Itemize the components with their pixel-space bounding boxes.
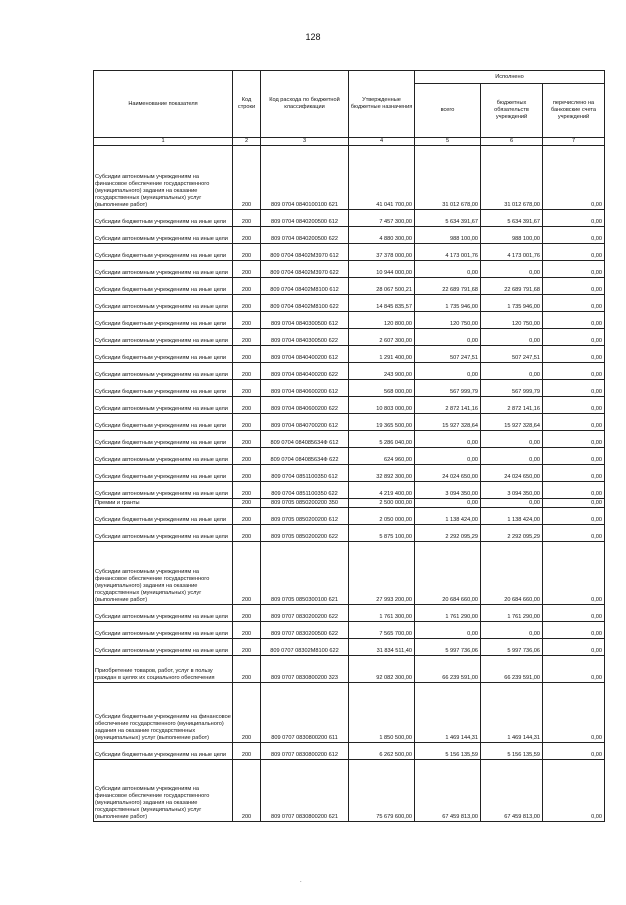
table-row bbox=[94, 605, 605, 622]
row-kbk: 809 0704 0840400200 622 bbox=[261, 363, 349, 380]
row-name: Субсидии бюджетным учреждениям на иные цели bbox=[94, 312, 233, 329]
row-kbk: 809 0704 08402M8100 612 bbox=[261, 278, 349, 295]
row-code: 200 bbox=[233, 639, 261, 656]
table-row bbox=[94, 363, 605, 380]
page-number: 128 bbox=[305, 32, 321, 42]
row-bank: 0,00 bbox=[543, 397, 605, 414]
row-name: Субсидии автономным учреждениям на иные цели bbox=[94, 448, 233, 465]
row-obligations: 0,00 bbox=[481, 261, 543, 278]
row-obligations: 0,00 bbox=[481, 431, 543, 448]
row-bank: 0,00 bbox=[543, 622, 605, 639]
row-name: Субсидии автономным учреждениям на иные цели bbox=[94, 525, 233, 542]
row-approved: 7 565 700,00 bbox=[349, 622, 415, 639]
row-approved: 1 850 500,00 bbox=[349, 683, 415, 743]
row-approved: 4 880 300,00 bbox=[349, 227, 415, 244]
row-kbk: 809 0704 0840600200 612 bbox=[261, 380, 349, 397]
row-approved: 1 761 300,00 bbox=[349, 605, 415, 622]
row-kbk: 809 0705 0850200200 622 bbox=[261, 525, 349, 542]
table-row bbox=[94, 244, 605, 261]
row-obligations: 1 735 946,00 bbox=[481, 295, 543, 312]
row-code: 200 bbox=[233, 743, 261, 760]
row-name: Субсидии бюджетным учреждениям на иные цели bbox=[94, 414, 233, 431]
row-code: 200 bbox=[233, 261, 261, 278]
row-obligations: 67 459 813,00 bbox=[481, 760, 543, 822]
row-name: Премии и гранты bbox=[94, 499, 233, 508]
row-obligations: 120 750,00 bbox=[481, 312, 543, 329]
row-bank: 0,00 bbox=[543, 380, 605, 397]
row-code: 200 bbox=[233, 448, 261, 465]
row-approved: 568 000,00 bbox=[349, 380, 415, 397]
row-bank: 0,00 bbox=[543, 448, 605, 465]
table-row bbox=[94, 261, 605, 278]
row-approved: 5 286 040,00 bbox=[349, 431, 415, 448]
row-total: 0,00 bbox=[415, 448, 481, 465]
row-code: 200 bbox=[233, 414, 261, 431]
row-kbk: 809 0707 0830800200 621 bbox=[261, 760, 349, 822]
row-code: 200 bbox=[233, 508, 261, 525]
row-approved: 120 800,00 bbox=[349, 312, 415, 329]
row-obligations: 66 239 591,00 bbox=[481, 656, 543, 683]
row-name: Субсидии бюджетным учреждениям на иные цели bbox=[94, 465, 233, 482]
row-name: Субсидии бюджетным учреждениям на иные цели bbox=[94, 278, 233, 295]
row-total: 0,00 bbox=[415, 431, 481, 448]
row-code: 200 bbox=[233, 244, 261, 261]
column-number: 4 bbox=[349, 138, 415, 146]
row-kbk: 809 0704 0840200500 612 bbox=[261, 210, 349, 227]
row-total: 22 689 791,68 bbox=[415, 278, 481, 295]
row-total: 5 997 736,06 bbox=[415, 639, 481, 656]
row-total: 507 247,51 bbox=[415, 346, 481, 363]
row-kbk: 809 0707 0830200500 622 bbox=[261, 622, 349, 639]
row-obligations: 5 156 135,59 bbox=[481, 743, 543, 760]
row-bank: 0,00 bbox=[543, 227, 605, 244]
row-name: Субсидии автономным учреждениям на финансовое обеспечение государственного (муниципального) задания на оказание государственных (муниципальных) услуг (выполнение работ) bbox=[94, 146, 233, 210]
row-code: 200 bbox=[233, 210, 261, 227]
row-total: 1 469 144,31 bbox=[415, 683, 481, 743]
table-row bbox=[94, 312, 605, 329]
row-total: 0,00 bbox=[415, 363, 481, 380]
row-kbk: 809 0707 0830200200 622 bbox=[261, 605, 349, 622]
row-total: 24 024 650,00 bbox=[415, 465, 481, 482]
table-row bbox=[94, 499, 605, 508]
row-approved: 5 875 100,00 bbox=[349, 525, 415, 542]
header-name: Наименование показателя bbox=[94, 71, 233, 138]
row-code: 200 bbox=[233, 146, 261, 210]
row-code: 200 bbox=[233, 656, 261, 683]
header-budget-obligations: бюджетных обязательств учреждений bbox=[481, 84, 543, 138]
row-total: 67 459 813,00 bbox=[415, 760, 481, 822]
row-kbk: 809 0705 0850200200 350 bbox=[261, 499, 349, 508]
row-obligations: 507 247,51 bbox=[481, 346, 543, 363]
row-name: Субсидии бюджетным учреждениям на иные цели bbox=[94, 431, 233, 448]
row-approved: 31 834 511,40 bbox=[349, 639, 415, 656]
row-name: Субсидии автономным учреждениям на иные цели bbox=[94, 261, 233, 278]
row-obligations: 4 173 001,76 bbox=[481, 244, 543, 261]
row-approved: 2 050 000,00 bbox=[349, 508, 415, 525]
header-bank-transfer: перечислено на банковские счета учреждений bbox=[543, 84, 605, 138]
row-approved: 1 291 400,00 bbox=[349, 346, 415, 363]
row-bank: 0,00 bbox=[543, 278, 605, 295]
row-total: 0,00 bbox=[415, 329, 481, 346]
row-approved: 19 365 500,00 bbox=[349, 414, 415, 431]
row-bank: 0,00 bbox=[543, 414, 605, 431]
row-name: Приобретение товаров, работ, услуг в пользу граждан в целях их социального обеспечения bbox=[94, 656, 233, 683]
table-row bbox=[94, 542, 605, 605]
header-total: всего bbox=[415, 84, 481, 138]
row-code: 200 bbox=[233, 499, 261, 508]
table-row bbox=[94, 210, 605, 227]
table-row bbox=[94, 431, 605, 448]
row-bank: 0,00 bbox=[543, 431, 605, 448]
table-row bbox=[94, 146, 605, 210]
row-obligations: 22 689 791,68 bbox=[481, 278, 543, 295]
row-total: 4 173 001,76 bbox=[415, 244, 481, 261]
row-obligations: 1 761 290,00 bbox=[481, 605, 543, 622]
row-kbk: 809 0707 0830800200 323 bbox=[261, 656, 349, 683]
row-obligations: 1 469 144,31 bbox=[481, 683, 543, 743]
row-approved: 32 892 300,00 bbox=[349, 465, 415, 482]
column-number: 6 bbox=[481, 138, 543, 146]
table-row bbox=[94, 482, 605, 499]
table-row bbox=[94, 525, 605, 542]
row-obligations: 0,00 bbox=[481, 329, 543, 346]
row-approved: 92 082 300,00 bbox=[349, 656, 415, 683]
row-name: Субсидии бюджетным учреждениям на финансовое обеспечение государственного (муниципального) задания на оказание государственных (муниципальных) услуг (выполнение работ) bbox=[94, 683, 233, 743]
table-row bbox=[94, 380, 605, 397]
row-kbk: 809 0704 0840400200 612 bbox=[261, 346, 349, 363]
row-bank: 0,00 bbox=[543, 542, 605, 605]
row-code: 200 bbox=[233, 482, 261, 499]
header-expense-code: Код расхода по бюджетной классификации bbox=[261, 71, 349, 138]
row-code: 200 bbox=[233, 525, 261, 542]
row-total: 1 138 424,00 bbox=[415, 508, 481, 525]
row-obligations: 2 292 095,29 bbox=[481, 525, 543, 542]
row-bank: 0,00 bbox=[543, 743, 605, 760]
table-row bbox=[94, 397, 605, 414]
row-code: 200 bbox=[233, 227, 261, 244]
row-bank: 0,00 bbox=[543, 244, 605, 261]
column-number: 5 bbox=[415, 138, 481, 146]
row-bank: 0,00 bbox=[543, 465, 605, 482]
row-bank: 0,00 bbox=[543, 210, 605, 227]
row-name: Субсидии автономным учреждениям на иные цели bbox=[94, 639, 233, 656]
table-row bbox=[94, 414, 605, 431]
row-code: 200 bbox=[233, 329, 261, 346]
row-kbk: 809 0704 0840600200 622 bbox=[261, 397, 349, 414]
row-total: 1 735 946,00 bbox=[415, 295, 481, 312]
row-name: Субсидии бюджетным учреждениям на иные цели bbox=[94, 244, 233, 261]
table-row bbox=[94, 448, 605, 465]
row-total: 567 999,79 bbox=[415, 380, 481, 397]
row-total: 31 012 678,00 bbox=[415, 146, 481, 210]
row-approved: 4 219 400,00 bbox=[349, 482, 415, 499]
table-row bbox=[94, 508, 605, 525]
row-total: 988 100,00 bbox=[415, 227, 481, 244]
header-executed: Исполнено bbox=[415, 71, 605, 84]
row-approved: 27 993 200,00 bbox=[349, 542, 415, 605]
row-bank: 0,00 bbox=[543, 605, 605, 622]
row-approved: 7 457 300,00 bbox=[349, 210, 415, 227]
table-row bbox=[94, 683, 605, 743]
row-total: 20 684 660,00 bbox=[415, 542, 481, 605]
row-approved: 28 067 500,21 bbox=[349, 278, 415, 295]
row-name: Субсидии автономным учреждениям на финансовое обеспечение государственного (муниципального) задания на оказание государственных (муниципальных) услуг (выполнение работ) bbox=[94, 760, 233, 822]
row-approved: 6 262 500,00 bbox=[349, 743, 415, 760]
row-total: 5 156 135,59 bbox=[415, 743, 481, 760]
row-code: 200 bbox=[233, 278, 261, 295]
row-kbk: 809 0704 08402M3970 612 bbox=[261, 244, 349, 261]
row-kbk: 809 0704 084085634Ф 612 bbox=[261, 431, 349, 448]
table-row bbox=[94, 278, 605, 295]
row-bank: 0,00 bbox=[543, 261, 605, 278]
table-row bbox=[94, 346, 605, 363]
row-approved: 2 607 300,00 bbox=[349, 329, 415, 346]
row-total: 3 094 350,00 bbox=[415, 482, 481, 499]
row-obligations: 2 872 141,16 bbox=[481, 397, 543, 414]
column-number-row bbox=[94, 138, 605, 146]
row-code: 200 bbox=[233, 363, 261, 380]
row-obligations: 5 634 391,67 bbox=[481, 210, 543, 227]
row-obligations: 24 024 650,00 bbox=[481, 465, 543, 482]
row-bank: 0,00 bbox=[543, 329, 605, 346]
row-name: Субсидии автономным учреждениям на иные цели bbox=[94, 397, 233, 414]
row-approved: 41 041 700,00 bbox=[349, 146, 415, 210]
table-body bbox=[94, 146, 605, 822]
column-number: 7 bbox=[543, 138, 605, 146]
row-code: 200 bbox=[233, 312, 261, 329]
row-obligations: 567 999,79 bbox=[481, 380, 543, 397]
row-bank: 0,00 bbox=[543, 683, 605, 743]
row-name: Субсидии автономным учреждениям на иные цели bbox=[94, 295, 233, 312]
row-approved: 2 500 000,00 bbox=[349, 499, 415, 508]
row-name: Субсидии автономным учреждениям на иные цели bbox=[94, 227, 233, 244]
row-approved: 10 803 000,00 bbox=[349, 397, 415, 414]
row-name: Субсидии автономным учреждениям на иные цели bbox=[94, 622, 233, 639]
row-obligations: 5 997 736,06 bbox=[481, 639, 543, 656]
row-kbk: 809 0707 0830800200 612 bbox=[261, 743, 349, 760]
row-code: 200 bbox=[233, 380, 261, 397]
row-total: 0,00 bbox=[415, 261, 481, 278]
row-obligations: 0,00 bbox=[481, 448, 543, 465]
row-bank: 0,00 bbox=[543, 760, 605, 822]
row-approved: 14 845 835,57 bbox=[349, 295, 415, 312]
row-bank: 0,00 bbox=[543, 363, 605, 380]
row-bank: 0,00 bbox=[543, 482, 605, 499]
row-code: 200 bbox=[233, 346, 261, 363]
header-row-code: Код строки bbox=[233, 71, 261, 138]
row-bank: 0,00 bbox=[543, 295, 605, 312]
table-row bbox=[94, 622, 605, 639]
row-obligations: 20 684 660,00 bbox=[481, 542, 543, 605]
row-name: Субсидии бюджетным учреждениям на иные цели bbox=[94, 743, 233, 760]
table-row bbox=[94, 760, 605, 822]
row-total: 1 761 290,00 bbox=[415, 605, 481, 622]
row-kbk: 809 0704 0840700200 612 bbox=[261, 414, 349, 431]
column-number: 2 bbox=[233, 138, 261, 146]
row-obligations: 0,00 bbox=[481, 499, 543, 508]
row-total: 2 872 141,16 bbox=[415, 397, 481, 414]
row-total: 0,00 bbox=[415, 622, 481, 639]
row-approved: 624 960,00 bbox=[349, 448, 415, 465]
row-total: 120 750,00 bbox=[415, 312, 481, 329]
row-name: Субсидии автономным учреждениям на иные цели bbox=[94, 363, 233, 380]
row-bank: 0,00 bbox=[543, 499, 605, 508]
row-bank: 0,00 bbox=[543, 639, 605, 656]
row-bank: 0,00 bbox=[543, 508, 605, 525]
row-code: 200 bbox=[233, 431, 261, 448]
table-row bbox=[94, 227, 605, 244]
row-name: Субсидии бюджетным учреждениям на иные цели bbox=[94, 508, 233, 525]
row-kbk: 809 0704 0840300500 612 bbox=[261, 312, 349, 329]
row-obligations: 1 138 424,00 bbox=[481, 508, 543, 525]
row-kbk: 809 0705 0850300100 621 bbox=[261, 542, 349, 605]
row-bank: 0,00 bbox=[543, 312, 605, 329]
row-approved: 75 679 600,00 bbox=[349, 760, 415, 822]
row-bank: 0,00 bbox=[543, 346, 605, 363]
row-code: 200 bbox=[233, 760, 261, 822]
row-bank: 0,00 bbox=[543, 656, 605, 683]
row-bank: 0,00 bbox=[543, 146, 605, 210]
row-total: 66 239 591,00 bbox=[415, 656, 481, 683]
row-approved: 37 378 000,00 bbox=[349, 244, 415, 261]
row-obligations: 15 927 328,64 bbox=[481, 414, 543, 431]
row-kbk: 809 0704 0851100350 622 bbox=[261, 482, 349, 499]
row-name: Субсидии автономным учреждениям на иные цели bbox=[94, 329, 233, 346]
table-row bbox=[94, 295, 605, 312]
row-kbk: 809 0707 0830800200 611 bbox=[261, 683, 349, 743]
table-row bbox=[94, 639, 605, 656]
row-code: 200 bbox=[233, 397, 261, 414]
row-kbk: 809 0704 0840100100 621 bbox=[261, 146, 349, 210]
table-row bbox=[94, 329, 605, 346]
column-number: 3 bbox=[261, 138, 349, 146]
row-approved: 10 944 000,00 bbox=[349, 261, 415, 278]
row-name: Субсидии автономным учреждениям на иные цели bbox=[94, 605, 233, 622]
row-kbk: 809 0704 0851100350 612 bbox=[261, 465, 349, 482]
row-obligations: 0,00 bbox=[481, 622, 543, 639]
budget-execution-table bbox=[93, 70, 605, 822]
row-code: 200 bbox=[233, 605, 261, 622]
row-obligations: 0,00 bbox=[481, 363, 543, 380]
row-obligations: 988 100,00 bbox=[481, 227, 543, 244]
row-code: 200 bbox=[233, 465, 261, 482]
row-code: 200 bbox=[233, 295, 261, 312]
row-kbk: 809 0704 08402M8100 622 bbox=[261, 295, 349, 312]
row-bank: 0,00 bbox=[543, 525, 605, 542]
row-total: 2 292 095,29 bbox=[415, 525, 481, 542]
row-kbk: 809 0704 084085634Ф 622 bbox=[261, 448, 349, 465]
row-approved: 243 900,00 bbox=[349, 363, 415, 380]
row-name: Субсидии бюджетным учреждениям на иные цели bbox=[94, 380, 233, 397]
column-number: 1 bbox=[94, 138, 233, 146]
row-code: 200 bbox=[233, 542, 261, 605]
row-obligations: 31 012 678,00 bbox=[481, 146, 543, 210]
row-total: 5 634 391,67 bbox=[415, 210, 481, 227]
row-kbk: 809 0704 0840300500 622 bbox=[261, 329, 349, 346]
row-name: Субсидии автономным учреждениям на иные цели bbox=[94, 482, 233, 499]
row-kbk: 809 0705 0850200200 612 bbox=[261, 508, 349, 525]
row-code: 200 bbox=[233, 622, 261, 639]
table-row bbox=[94, 465, 605, 482]
row-total: 0,00 bbox=[415, 499, 481, 508]
header-approved: Утвержденные бюджетные назначения bbox=[349, 71, 415, 138]
row-name: Субсидии автономным учреждениям на финансовое обеспечение государственного (муниципального) задания на оказание государственных (муниципальных) услуг (выполнение работ) bbox=[94, 542, 233, 605]
table-row bbox=[94, 656, 605, 683]
row-kbk: 809 0707 08302M8100 622 bbox=[261, 639, 349, 656]
scan-mark: . bbox=[300, 878, 302, 884]
row-total: 15 927 328,64 bbox=[415, 414, 481, 431]
row-name: Субсидии бюджетным учреждениям на иные цели bbox=[94, 210, 233, 227]
row-kbk: 809 0704 0840200500 622 bbox=[261, 227, 349, 244]
row-obligations: 3 094 350,00 bbox=[481, 482, 543, 499]
row-name: Субсидии бюджетным учреждениям на иные цели bbox=[94, 346, 233, 363]
row-kbk: 809 0704 08402M3970 622 bbox=[261, 261, 349, 278]
table-row bbox=[94, 743, 605, 760]
row-code: 200 bbox=[233, 683, 261, 743]
